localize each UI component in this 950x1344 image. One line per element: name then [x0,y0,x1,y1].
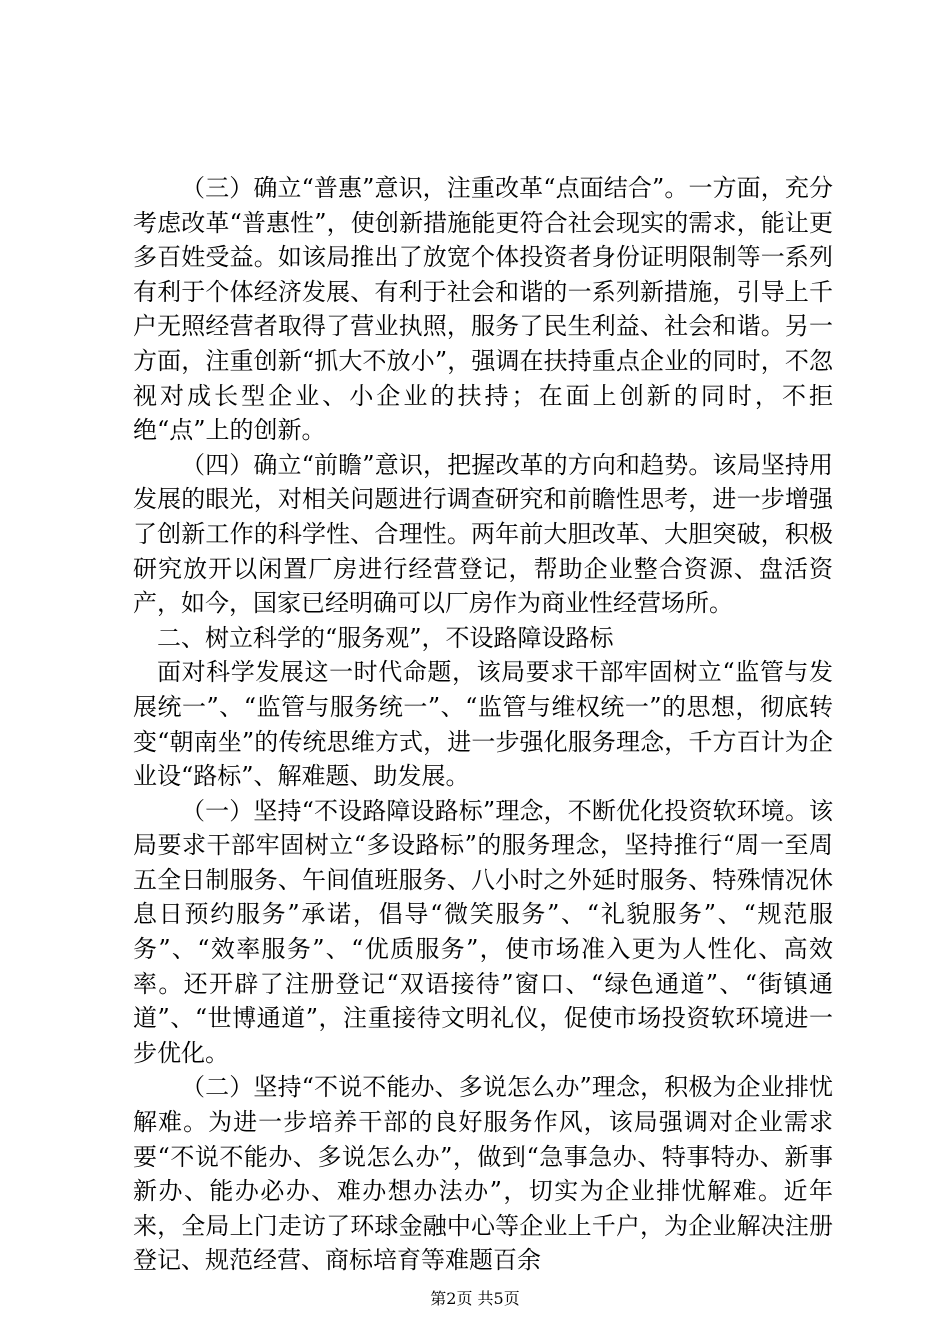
section-heading-service-view: 二、树立科学的“服务观”，不设路障设路标 [157,623,614,652]
paragraph-reform-inclusive: （三）确立“普惠”意识，注重改革“点面结合”。一方面，充分考虑改革“普惠性”，使创新措施能更符合社会现实的需求，能让更多百姓受益。如该局推出了放宽个体投资者身份证明限制等一系列有利于个体经济发展、有利于社会和谐的一系列新措施，引导上千户无照经营者取得了营业执照，服务了民生利益、社会和谐。另一方面，注重创新“抓大不放小”，强调在扶持重点企业的同时，不忽视对成长型企业、小企业的扶持；在面上创新的同时，不拒绝“点”上的创新。 [133,174,833,445]
paragraph-service-intro: 面对科学发展这一时代命题，该局要求干部牢固树立“监管与发展统一”、“监管与服务统一”、“监管与维权统一”的思想，彻底转变“朝南坐”的传统思维方式，进一步强化服务理念，千方百计为企业设“路标”、解难题、助发展。 [133,658,833,791]
paragraph-reform-foresight: （四）确立“前瞻”意识，把握改革的方向和趋势。该局坚持用发展的眼光，对相关问题进行调查研究和前瞻性思考，进一步增强了创新工作的科学性、合理性。两年前大胆改革、大胆突破，积极研究放开以闲置厂房进行经营登记，帮助企业整合资源、盘活资产，如今，国家已经明确可以厂房作为商业性经营场所。 [133,450,833,618]
page-number-footer: 第2页 共5页 [430,1289,520,1308]
document-body [133,171,833,1278]
paragraph-how-to-do: （二）坚持“不说不能办、多说怎么办”理念，积极为企业排忧解难。为进一步培养干部的良好服务作风，该局强调对企业需求要“不说不能办、多说怎么办”，做到“急事急办、特事特办、新事新办、能办必办、难办想办法办”，切实为企业排忧解难。近年来，全局上门走访了环球金融中心等企业上千户，为企业解决注册登记、规范经营、商标培育等难题百余 [133,1073,833,1275]
paragraph-road-signs: （一）坚持“不设路障设路标”理念，不断优化投资软环境。该局要求干部牢固树立“多设路标”的服务理念，坚持推行“周一至周五全日制服务、午间值班服务、八小时之外延时服务、特殊情况休息日预约服务”承诺，倡导“微笑服务”、“礼貌服务”、“规范服务”、“效率服务”、“优质服务”，使市场准入更为人性化、高效率。还开辟了注册登记“双语接待”窗口、“绿色通道”、“街镇通道”、“世博通道”，注重接待文明礼仪，促使市场投资软环境进一步优化。 [133,796,833,1067]
